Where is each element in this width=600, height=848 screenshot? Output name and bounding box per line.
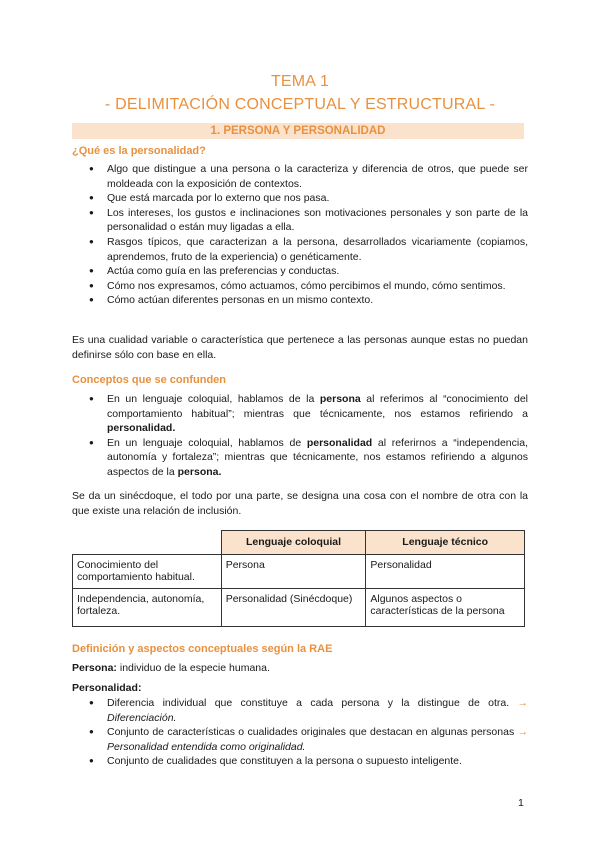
subheading-conceptos: Conceptos que se confunden [72,374,227,386]
list-item: ● En un lenguaje coloquial, hablamos de la persona al referimos al “conocimiento del comportamiento habitual”; mientras que técnicamente, nos estamos refiriendo a personalidad. [72,392,528,436]
definition-paragraph: Es una cualidad variable o característica que pertenece a las personas aunque estas no puedan definirse sólo con base en ella. [72,334,528,361]
section-heading: 1. PERSONA Y PERSONALIDAD [72,123,524,139]
subheading-que-es: ¿Qué es la personalidad? [72,145,206,157]
conceptos-bullet-list [72,392,528,480]
arrow-icon: → [517,726,528,739]
table-cell: Personalidad (Sinécdoque) [221,588,366,626]
list-item: ● Conjunto de características o cualidades originales que destacan en algunas personas → Personalidad entendida como originalidad. [72,725,528,754]
table-row [73,588,525,626]
personalidad-label: Personalidad: [72,682,142,694]
list-item: ● Algo que distingue a una persona o la caracteriza y diferencia de otros, que puede ser moldeada con la exposición de contextos. [72,162,528,191]
table-header: Lenguaje técnico [366,531,525,555]
table-corner-cell [73,531,222,555]
persona-definition: Persona: individuo de la especie humana. [72,662,270,674]
table-header: Lenguaje coloquial [221,531,366,555]
table-row [73,554,525,588]
table-header-row [73,531,525,555]
table-cell: Independencia, autonomía, fortaleza. [73,588,222,626]
list-item: ● Que está marcada por lo externo que nos pasa. [72,191,528,206]
document-subtitle: - DELIMITACIÓN CONCEPTUAL Y ESTRUCTURAL - [104,96,496,113]
list-item: ● En un lenguaje coloquial, hablamos de personalidad al referirnos a “independencia, autonomía y fortaleza”; mientras que técnicamente, nos estamos refiriendo a algunos aspectos de la persona. [72,436,528,480]
table-cell: Personalidad [366,554,525,588]
subheading-rae: Definición y aspectos conceptuales según la RAE [72,643,333,655]
list-item: ● Actúa como guía en las preferencias y conductas. [72,264,528,279]
page-number: 1 [518,797,524,809]
comparison-table [72,530,525,627]
arrow-icon: → [517,697,528,709]
sinecdoque-paragraph: Se da un sinécdoque, el todo por una parte, se designa una cosa con el nombre de otra con la que existe una relación de inclusión. [72,490,528,517]
document-title: TEMA 1 [270,73,330,90]
table-cell: Algunos aspectos o características de la persona [366,588,525,626]
list-item: ● Los intereses, los gustos e inclinaciones son motivaciones personales y son parte de la personalidad o están muy ligadas a ella. [72,206,528,235]
list-item: ● Conjunto de cualidades que constituyen a la persona o supuesto inteligente. [72,754,528,769]
personalidad-bullet-list [72,162,528,308]
table-cell: Persona [221,554,366,588]
table-cell: Conocimiento del comportamiento habitual. [73,554,222,588]
list-item: ● Rasgos típicos, que caracterizan a la persona, desarrollados vicariamente (copiamos, aprendemos, fruto de la experiencia) o genéticamente. [72,235,528,264]
rae-bullet-list [72,696,528,769]
list-item: ● Cómo nos expresamos, cómo actuamos, cómo percibimos el mundo, cómo sentimos. [72,279,528,294]
list-item: ● Diferencia individual que constituye a cada persona y la distingue de otra. → Diferenciación. [72,696,528,725]
list-item: ● Cómo actúan diferentes personas en un mismo contexto. [72,293,528,308]
